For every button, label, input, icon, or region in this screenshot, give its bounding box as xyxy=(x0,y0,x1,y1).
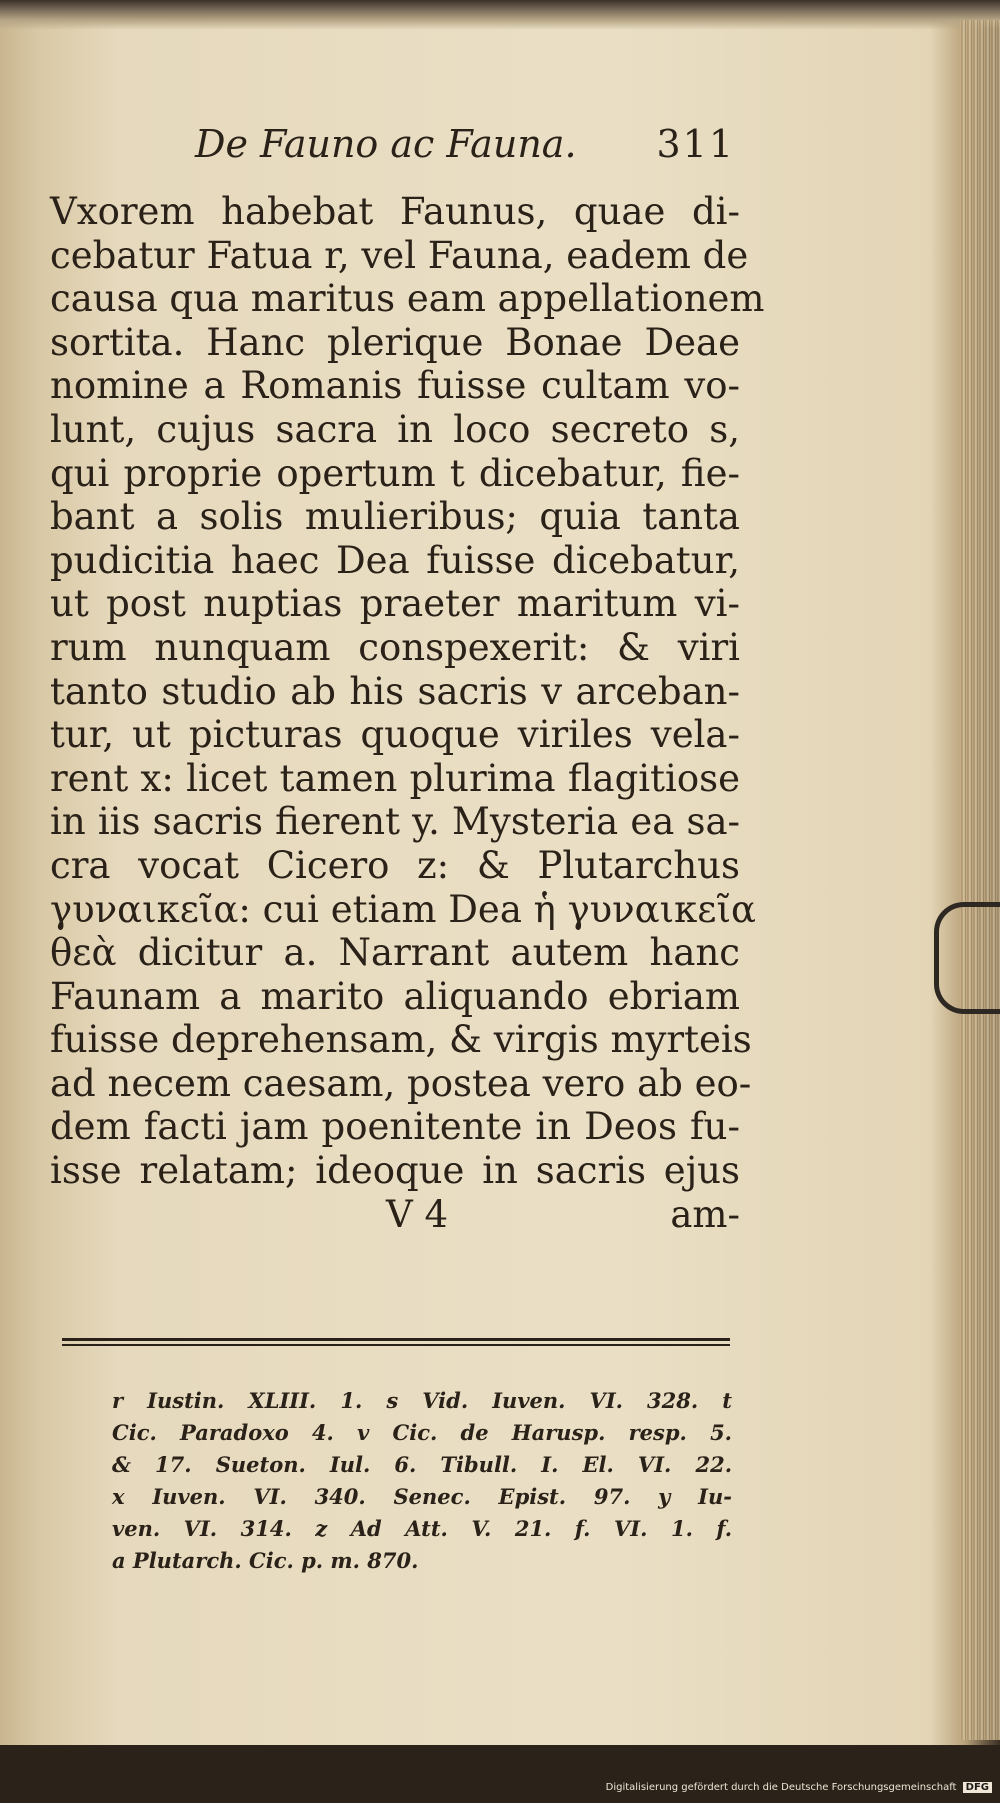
catchword: am- xyxy=(670,1192,740,1236)
footnote-line: a Plutarch. Cic. p. m. 870. xyxy=(112,1548,419,1573)
text-line: nomine a Romanis fuisse cultam vo- xyxy=(50,364,740,408)
scan-bottom-border xyxy=(0,1745,1000,1803)
running-header xyxy=(195,122,735,172)
text-line: causa qua maritus eam appellationem xyxy=(50,277,765,321)
text-line: ut post nuptias praeter maritum vi- xyxy=(50,582,740,626)
dfg-credit-text: Digitalisierung gefördert durch die Deutsche Forschungsgemeinschaft xyxy=(605,1782,957,1793)
footnote-line: ven. VI. 314. z Ad Att. V. 21. f. VI. 1. f. xyxy=(112,1516,732,1541)
text-line: pudicitia haec Dea fuisse dicebatur, xyxy=(50,538,740,582)
dfg-credit xyxy=(606,1782,992,1793)
footnote-line: & 17. Sueton. Iul. 6. Tibull. I. El. VI. 22. xyxy=(112,1452,732,1477)
text-line: ad necem caesam, postea vero ab eo- xyxy=(50,1061,752,1105)
text-line: sortita. Hanc plerique Bonae Deae xyxy=(50,320,740,364)
text-line: cebatur Fatua r, vel Fauna, eadem de xyxy=(50,233,749,277)
text-line: rent x: licet tamen plurima flagitiose xyxy=(50,756,740,800)
footnotes xyxy=(112,1385,732,1577)
page-number: 311 xyxy=(656,122,735,166)
text-line: qui proprie opertum t dicebatur, fie- xyxy=(50,451,740,495)
text-line: θεὰ dicitur a. Narrant autem hanc xyxy=(50,931,740,975)
text-line: lunt, cujus sacra in loco secreto s, xyxy=(50,407,740,451)
text-line: dem facti jam poenitente in Deos fu- xyxy=(50,1105,740,1149)
footnote-rule xyxy=(62,1338,730,1341)
main-text xyxy=(50,190,765,1236)
page-edges xyxy=(960,20,1000,1740)
text-line: Vxorem habebat Faunus, quae di- xyxy=(50,190,740,233)
dfg-logo: DFG xyxy=(963,1782,992,1793)
text-line: rum nunquam conspexerit: & viri xyxy=(50,625,740,669)
text-line: tur, ut picturas quoque viriles vela- xyxy=(50,713,740,757)
footnote-line: x Iuven. VI. 340. Senec. Epist. 97. y Iu- xyxy=(112,1484,732,1509)
page-top-shadow xyxy=(0,0,1000,30)
text-line: Faunam a marito aliquando ebriam xyxy=(50,974,740,1018)
text-line: bant a solis mulieribus; quia tanta xyxy=(50,495,740,539)
text-line: cra vocat Cicero z: & Plutarchus xyxy=(50,843,740,887)
text-line: isse relatam; ideoque in sacris ejus xyxy=(50,1149,740,1193)
text-line: tanto studio ab his sacris v arceban- xyxy=(50,669,740,713)
signature-mark: V 4 xyxy=(386,1192,449,1236)
signature-line xyxy=(50,1193,740,1237)
text-line: in iis sacris fierent y. Mysteria ea sa- xyxy=(50,800,740,844)
book-clip xyxy=(934,902,1000,1014)
footnote-rule-thin xyxy=(62,1344,730,1346)
footnote-line: Cic. Paradoxo 4. v Cic. de Harusp. resp. 5. xyxy=(112,1420,732,1445)
text-line: fuisse deprehensam, & virgis myrteis xyxy=(50,1018,752,1062)
text-line: γυναικεῖα: cui etiam Dea ἡ γυναικεῖα xyxy=(50,887,756,931)
footnote-line: r Iustin. XLIII. 1. s Vid. Iuven. VI. 328. t xyxy=(112,1388,732,1413)
header-title: De Fauno ac Fauna. xyxy=(195,122,577,166)
